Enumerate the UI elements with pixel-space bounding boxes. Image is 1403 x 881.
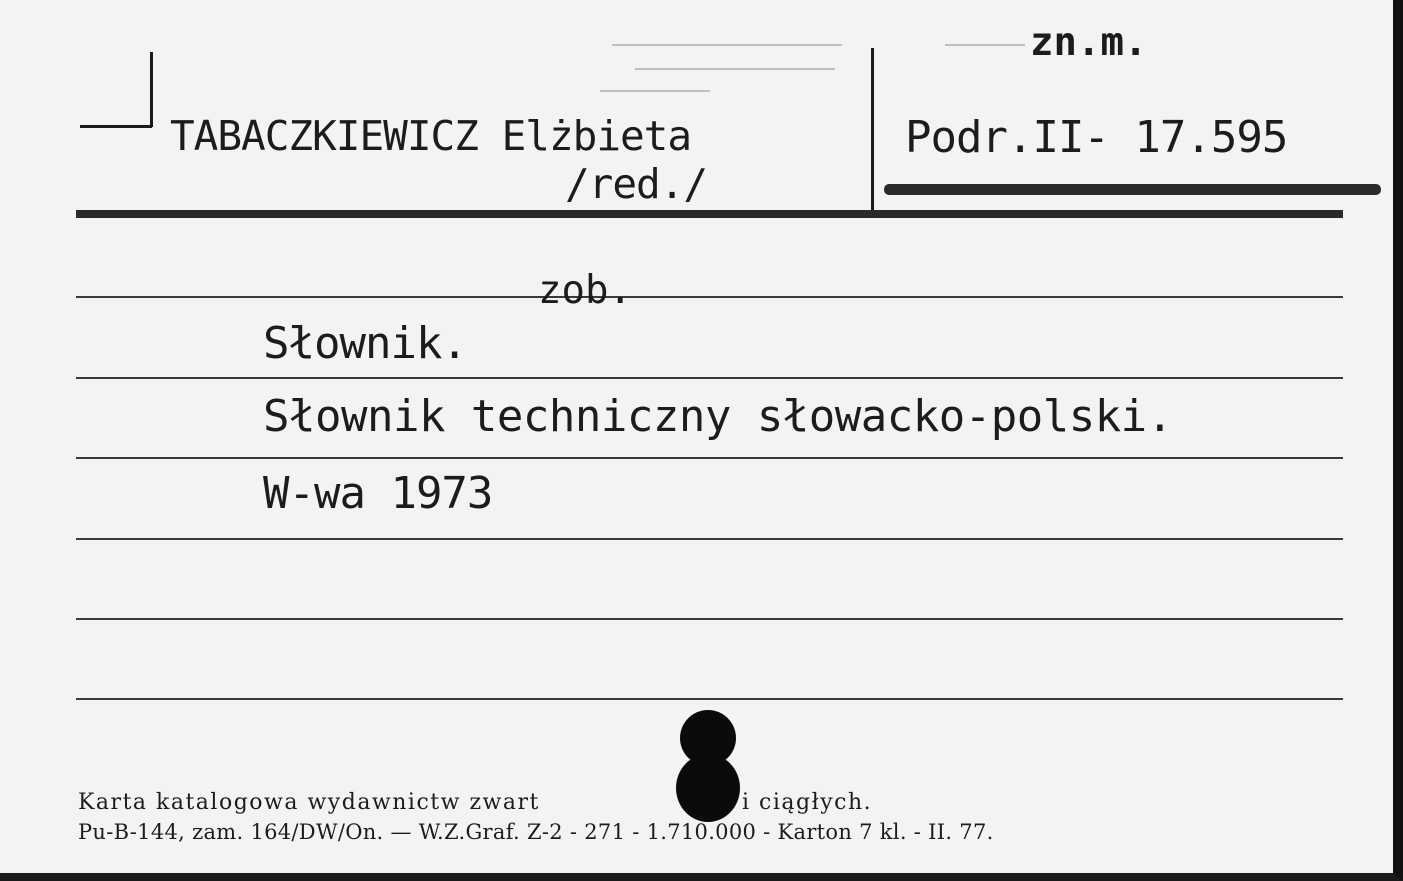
shelfmark-sign: zn.m. [1030,20,1148,65]
footer-line-1-left: Karta katalogowa wydawnictw zwart [78,790,540,815]
erased-text-mark [612,44,842,46]
ruled-line [76,377,1343,379]
erased-text-mark [945,44,1025,46]
heading-tick-mark [150,52,153,127]
footer-line-1-right: i ciągłych. [742,790,873,815]
ruled-line [76,457,1343,459]
ruled-line [76,698,1343,700]
entry-line-2: Słownik techniczny słowacko-polski. [263,391,1173,442]
shelfmark-number: Podr.II- 17.595 [905,112,1288,163]
heading-dash [80,125,152,128]
footer-line-2: Pu-B-144, zam. 164/DW/On. — W.Z.Graf. Z-2 - 271 - 1.710.000 - Karton 7 kl. - II. 77. [78,820,994,844]
heading-rule [76,210,1343,218]
entry-line-3: W-wa 1973 [263,468,493,519]
ruled-line [76,538,1343,540]
entry-line-1: Słownik. [263,318,467,369]
shelfmark-underline [884,184,1381,195]
erased-text-mark [600,90,710,92]
heading-author: TABACZKIEWICZ Elżbieta [170,112,692,160]
see-label: zob. [538,268,632,313]
ruled-line [76,296,1343,298]
heading-role: /red./ [565,160,708,208]
heading-divider [871,48,874,210]
erased-text-mark [635,68,835,70]
punch-hole [676,710,740,822]
ruled-line [76,618,1343,620]
